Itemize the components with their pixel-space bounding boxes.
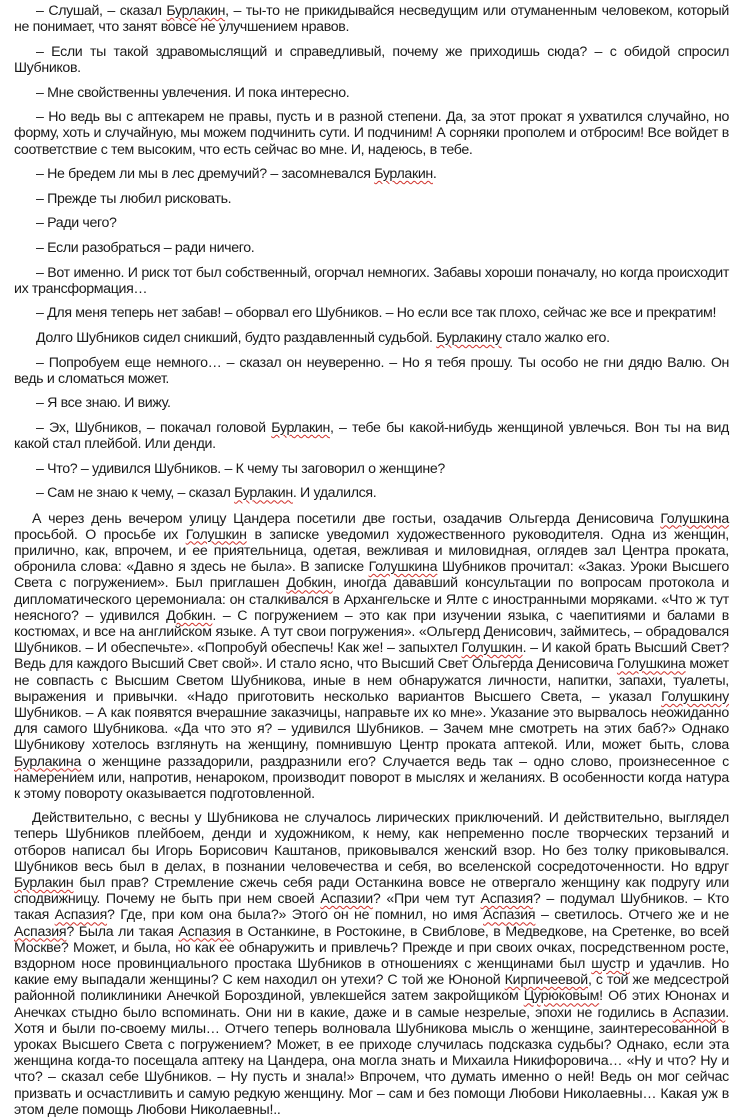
spellcheck-flagged-word[interactable]: Аспазия xyxy=(483,907,536,924)
narrative-paragraph: А через день вечером улицу Цандера посетили две гостьи, озадачив Ольгерда Денисовича Голушкина просьбой. О просьбе их Голушкин в записке уведомил художественного руководителя. Одна из женщин, прилично, как, впрочем, и ее приятельница, одетая, вежливая и миловидная, оглядев зал Центра проката, обронила слова: «Давно я здесь не была». В записке Голушкина Шубников прочитал: «Заказ. Уроки Высшего Света с погружением». Был приглашен Добкин, иногда дававший консультации по вопросам протокола и дипломатического церемониала: он сталкивался в Архангельске и Ялте с иностранными моряками. «Что ж тут неясного? – удивился Добкин. – С погружением – это как при изучении языка, с чаепитиями и балами в костюмах, и все на английском языке. А тут свои погружения». «Ольгерд Денисович, займитесь, – обрадовался Шубников. – И обеспечьте». «Попробуй обеспечь! Как же! – запыхтел Голушкин. – И какой брать Высший Свет? Ведь для каждого Высший Свет свой». И стало ясно, что Высший Свет Ольгерда Денисовича Голушкина может не совпасть с Высшим Светом Шубникова, иные в нем обнаружатся личности, напитки, запахи, туалеты, выражения и привычки. «Надо приготовить несколько вариантов Высшего Света, – указал Голушкину Шубников. – А как появятся вчерашние заказчицы, направьте их ко мне». Указание это вырвалось неожиданно для самого Шубникова. «Да что это я? – удивился Шубников. – Зачем мне смотреть на этих баб?» Однако Шубникову хотелось взглянуть на женщину, помнившую Центр проката аптекой. Или, может быть, слова Бурлакина о женщине раззадорили, раздразнили его? Случается ведь так – одно слово, произнесенное с намерением или, напротив, ненароком, производит поворот в мыслях и желаниях. В особенности когда натура к этому повороту оказывается подготовленной. xyxy=(14,510,729,802)
dialogue-paragraph: – Прежде ты любил рисковать. xyxy=(36,190,232,207)
spellcheck-flagged-word[interactable]: Добкин xyxy=(286,575,333,592)
spellcheck-flagged-word[interactable]: Аспазия xyxy=(178,923,231,940)
dialogue-paragraph: – Вот именно. И риск тот был собственный, огорчал немногих. Забавы хороши поначалу, но когда происходит их трансформация… xyxy=(14,264,729,297)
spellcheck-flagged-word[interactable]: Аспазия xyxy=(14,923,67,940)
dialogue-paragraph: – Сам не знаю к чему, – сказал Бурлакин. И удалился. xyxy=(36,485,377,502)
dialogue-paragraph: – Если ты такой здравомыслящий и справедливый, почему же приходишь сюда? – с обидой спросил Шубников. xyxy=(14,43,729,76)
spellcheck-flagged-word[interactable]: Бурлакин xyxy=(374,166,433,183)
dialogue-paragraph: – Не бредем ли мы в лес дремучий? – засомневался Бурлакин. xyxy=(36,166,437,183)
dialogue-paragraph: – Я все знаю. И вижу. xyxy=(36,395,171,412)
spellcheck-flagged-word[interactable]: Цурюковым xyxy=(523,988,600,1005)
dialogue-paragraph: – Но ведь вы с аптекарем не правы, пусть и в разной степени. Да, за этот прокат я ухватился случайно, но форму, хоть и случайную, мы можем подчинить сути. И подчиним! А сорняки прополем и отбросим! Все войдет в соответствие с тем высоким, что есть сейчас во мне. И, надеюсь, в тебе. xyxy=(14,109,729,158)
spellcheck-flagged-word[interactable]: Аспазия xyxy=(480,891,533,908)
spellcheck-flagged-word[interactable]: Голушкин xyxy=(185,526,247,543)
spellcheck-flagged-word[interactable]: Добкин xyxy=(166,607,213,624)
dialogue-paragraph: Долго Шубников сидел сникший, будто раздавленный судьбой. Бурлакину стало жалко его. xyxy=(36,329,610,346)
dialogue-paragraph: – Для меня теперь нет забав! – оборвал его Шубников. – Но если все так плохо, сейчас же все и прекратим! xyxy=(36,305,717,322)
spellcheck-flagged-word[interactable]: Голушкина xyxy=(368,559,438,576)
dialogue-paragraph: – Эх, Шубников, – покачал головой Бурлакин, – тебе бы какой-нибудь женщиной увлечься. Вон ты на вид какой стал плейбой. Или денди. xyxy=(14,419,729,453)
narrative-section xyxy=(14,511,729,1118)
spellcheck-flagged-word[interactable]: Бурлакин xyxy=(271,419,330,436)
narrative-paragraph: Действительно, с весны у Шубникова не случалось лирических приключений. И действительно, выглядел теперь Шубников плейбоем, денди и художником, к нему, как непременно после творческих терзаний и отборов написал бы Игорь Борисович Каштанов, приковывался женский взор. Но без толку приковывался. Шубников весь был в делах, в познании человечества и себя, во вселенской сосредоточенности. Но вдруг Бурлакин был прав? Стремление сжечь себя ради Останкина вовсе не отвергало женщину как подругу или сподвижницу. Почему не быть при нем своей Аспазии? «При чем тут Аспазия? – подумал Шубников. – Кто такая Аспазия? Где, при ком она была?» Этого он не помнил, но имя Аспазия – светилось. Отчего же и не Аспазия? Была ли такая Аспазия в Останкине, в Ростокине, в Свиблове, в Медведкове, на Сретенке, во всей Москве? Может, и была, но как ее обнаружить и привлечь? Прежде и при своих очках, посредственном росте, вздорном носе провинциального простака Шубников в отношениях с женщинами был шустр и удачлив. Но какие ему выпадали женщины? С кем находил он утехи? С той же Юноной Кирпичеевой, с той же медсестрой районной поликлиники Анечкой Бороздиной, увлекшейся затем закройщиком Цурюковым! Об этих Юнонах и Анечках стыдно было вспоминать. Они ни в какие, даже и в самые незрелые, эпохи не годились в Аспазии. Хотя и были по-своему милы… Отчего теперь волновала Шубникова мысль о женщине, заинтересованной в уроках Высшего Света с погружением? Может, в ее приходе случилась подсказка судьбы? Однако, если эта женщина когда-то посещала аптеку на Цандера, она могла знать и Михаила Никифоровича… «Ну и что? Ну и что? – сказал себе Шубников. – Ну пусть и знала!» Впрочем, что думать именно о ней! Ведь он мог сейчас призвать и осчастливить и самую редкую женщину. Мог – сам и без помощи Любови Николаевны… Какая уж в этом деле помощь Любови Николаевны!.. xyxy=(14,810,729,1118)
spellcheck-flagged-word[interactable]: Аспазии xyxy=(672,1004,726,1021)
spellcheck-flagged-word[interactable]: Голушкин xyxy=(461,640,523,657)
spellcheck-flagged-word[interactable]: Бурлакин xyxy=(14,875,74,891)
dialogue-section xyxy=(14,3,729,502)
spellcheck-flagged-word[interactable]: Аспазии xyxy=(320,891,373,908)
spellcheck-flagged-word[interactable]: Бурлакину xyxy=(436,329,502,346)
spellcheck-flagged-word[interactable]: Бурлакин xyxy=(234,485,293,502)
dialogue-paragraph: – Попробуем еще немного… – сказал он неуверенно. – Но я тебя прошу. Ты особо не гни дядю Валю. Он ведь и сломаться может. xyxy=(14,354,729,387)
dialogue-paragraph: – Что? – удивился Шубников. – К чему ты заговорил о женщине? xyxy=(36,460,445,477)
spellcheck-flagged-word[interactable]: Кирпичеевой xyxy=(504,972,588,989)
spellcheck-flagged-word[interactable]: Бурлакина xyxy=(14,753,82,770)
spellcheck-flagged-word[interactable]: Аспазия xyxy=(54,907,108,924)
dialogue-paragraph: – Ради чего? xyxy=(36,215,117,232)
spellcheck-flagged-word[interactable]: Голушкина xyxy=(660,510,729,527)
dialogue-paragraph: – Если разобраться – ради ничего. xyxy=(36,239,255,256)
spellcheck-flagged-word[interactable]: шустр xyxy=(591,956,630,973)
dialogue-paragraph: – Слушай, – сказал Бурлакин, – ты-то не прикидывайся несведущим или отуманенным человеком, который не понимает, что занят вовсе не улучшением нравов. xyxy=(14,3,729,36)
spellcheck-flagged-word[interactable]: Бурлакин xyxy=(166,3,226,19)
dialogue-paragraph: – Мне свойственны увлечения. И пока интересно. xyxy=(36,84,350,101)
spellcheck-flagged-word[interactable]: Голушкину xyxy=(661,688,729,705)
spellcheck-flagged-word[interactable]: Голушкина xyxy=(616,656,686,673)
